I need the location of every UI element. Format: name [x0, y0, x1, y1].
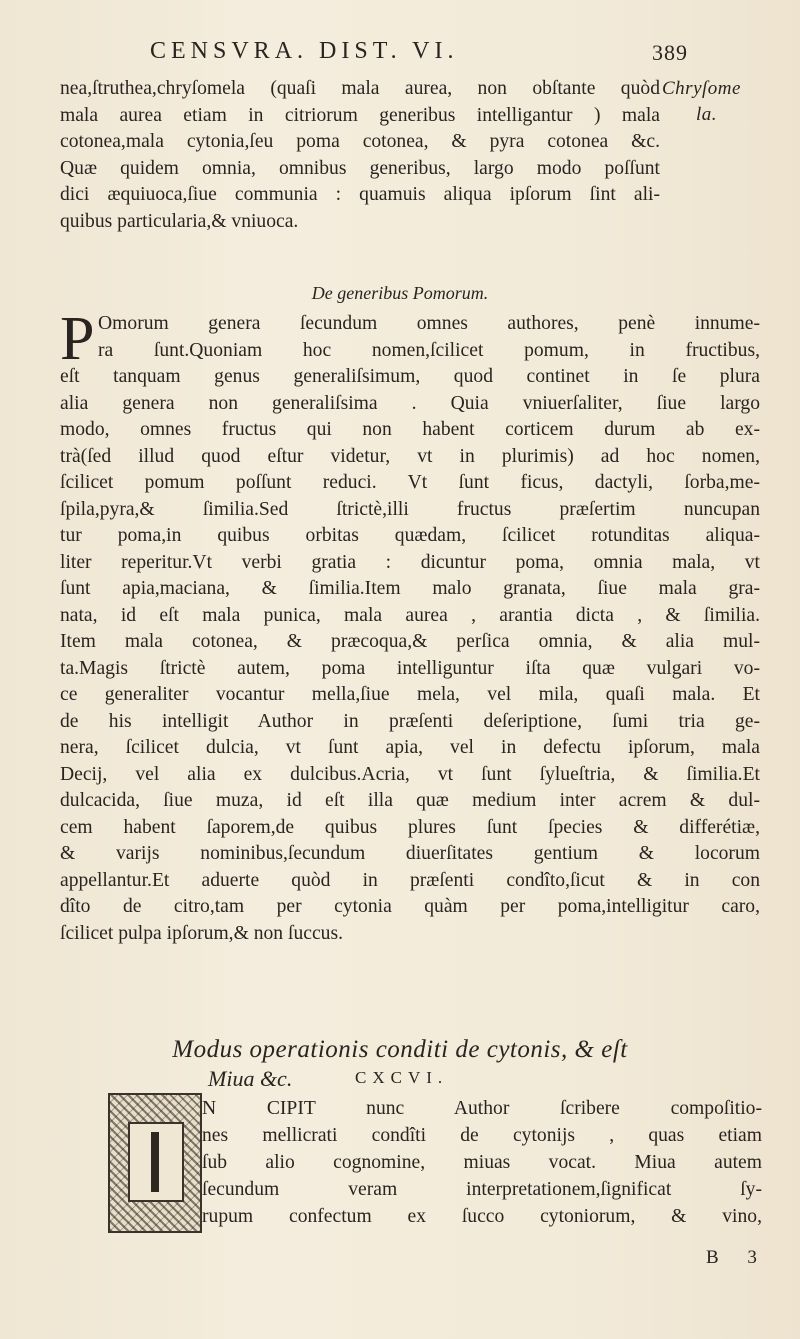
text-line: ta.Magis ſtrictè autem, poma intelliguntur iſta quæ vulgari vo- — [60, 657, 760, 679]
section-heading: De generibus Pomorum. — [311, 283, 489, 303]
text-line: liter reperitur.Vt verbi gratia : dicuntur poma, omnia mala, vt — [60, 551, 760, 573]
text-line: ſub alio cognomine, miuas vocat. Miua autem — [202, 1152, 762, 1173]
text-line: tur poma,in quibus orbitas quædam, ſcilicet rotunditas aliqua- — [60, 525, 760, 546]
text-line: rupum confectum ex ſucco cytoniorum, & vino, — [202, 1206, 762, 1227]
text-line: ra ſunt.Quoniam hoc nomen,ſcilicet pomum, in fructibus, — [98, 339, 760, 361]
text-line: dulcacida, ſiue muza, id eſt illa quæ medium inter acrem & dul- — [60, 790, 760, 811]
margin-note-mala: la. — [696, 104, 718, 125]
text-line: Omorum genera ſecundum omnes authores, penè innume- — [98, 313, 760, 334]
signature-mark: B 3 — [706, 1247, 769, 1268]
page-number: 389 — [652, 40, 688, 65]
text-line: ce generaliter vocantur mella,ſiue mela, vel mila, quaſi mala. Et — [60, 684, 760, 705]
text-line: N CIPIT nunc Author ſcribere compoſitio- — [202, 1098, 762, 1119]
text-line: & varijs nominibus,ſecundum diuerſitates gentium & locorum — [60, 843, 760, 864]
chapter-heading-continued: Miua &c. — [208, 1066, 293, 1091]
text-line: nes mellicrati condîti de cytonijs , quas etiam — [202, 1125, 762, 1146]
drop-cap: P — [60, 305, 95, 373]
text-line: nata, id eſt mala punica, mala aurea , arantia dicta , & ſimilia. — [60, 604, 760, 626]
text-line: ſcilicet pulpa ipſorum,& non ſuccus. — [60, 922, 343, 944]
text-line: dîto de citro,tam per cytonia quàm per poma,intelligitur caro, — [60, 896, 760, 917]
chapter-number: CXCVI. — [355, 1068, 449, 1087]
running-head — [150, 38, 770, 65]
woodcut-initial-letter-i — [128, 1122, 184, 1202]
text-line: ſcilicet pomum poſſunt reduci. Vt ſunt ficus, dactyli, ſorba,me- — [60, 472, 760, 493]
text-line: cem habent ſaporem,de quibus plures ſunt ſpecies & differétiæ, — [60, 816, 760, 838]
text-line: mala aurea etiam in citriorum generibus intelligantur ) mala — [60, 104, 660, 126]
text-line: nera, ſcilicet dulcia, vt ſunt apia, vel in defectu ipſorum, mala — [60, 737, 760, 758]
text-line: dici æquiuoca,ſiue communia : quamuis aliqua ipſorum ſint ali- — [60, 184, 660, 205]
text-line: quibus particularia,& vniuoca. — [60, 210, 299, 232]
text-line: ſpila,pyra,& ſimilia.Sed ſtrictè,illi fructus præſertim nuncupan — [60, 498, 760, 520]
text-line: ſunt apia,maciana, & ſimilia.Item malo granata, ſiue mala gra- — [60, 578, 760, 599]
text-line: alia genera non generaliſsima . Quia vniuerſaliter, ſiue largo — [60, 392, 760, 414]
text-line: Item mala cotonea, & præcoqua,& perſica omnia, & alia mul- — [60, 631, 760, 652]
text-line: modo, omnes fructus qui non habent corticem durum ab ex- — [60, 419, 760, 440]
margin-note-chrysomela: Chryſome — [662, 78, 741, 99]
main-paragraph — [60, 305, 760, 947]
chapter-heading: Modus operationis conditi de cytonis, & eſt — [172, 1036, 628, 1063]
text-line: ſecundum veram interpretationem,ſignificat ſy- — [202, 1179, 762, 1200]
text-line: cotonea,mala cytonia,ſeu poma cotonea, & pyra cotonea &c. — [60, 131, 660, 152]
text-line: de his intelligit Author in præſenti deſeriptione, ſumi tria ge- — [60, 710, 760, 732]
text-line: nea,ſtruthea,chryſomela (quaſi mala aurea, non obſtante quòd — [60, 78, 660, 99]
text-line: appellantur.Et aduerte quòd in præſenti condîto,ſicut & in con — [60, 869, 760, 891]
text-line: eſt tanquam genus generaliſsimum, quod continet in ſe plura — [60, 366, 760, 387]
text-line: Quæ quidem omnia, omnibus generibus, largo modo poſſunt — [60, 157, 660, 179]
text-line: trà(ſed illud quod eſtur videtur, vt in plurimis) ad hoc nomen, — [60, 445, 760, 467]
opening-paragraph — [60, 76, 660, 235]
text-line: Decij, vel alia ex dulcibus.Acria, vt ſunt ſylueſtria, & ſimilia.Et — [60, 763, 760, 785]
chapter-paragraph — [202, 1095, 762, 1230]
running-head-title: CENSVRA. DIST. VI. — [150, 38, 459, 64]
